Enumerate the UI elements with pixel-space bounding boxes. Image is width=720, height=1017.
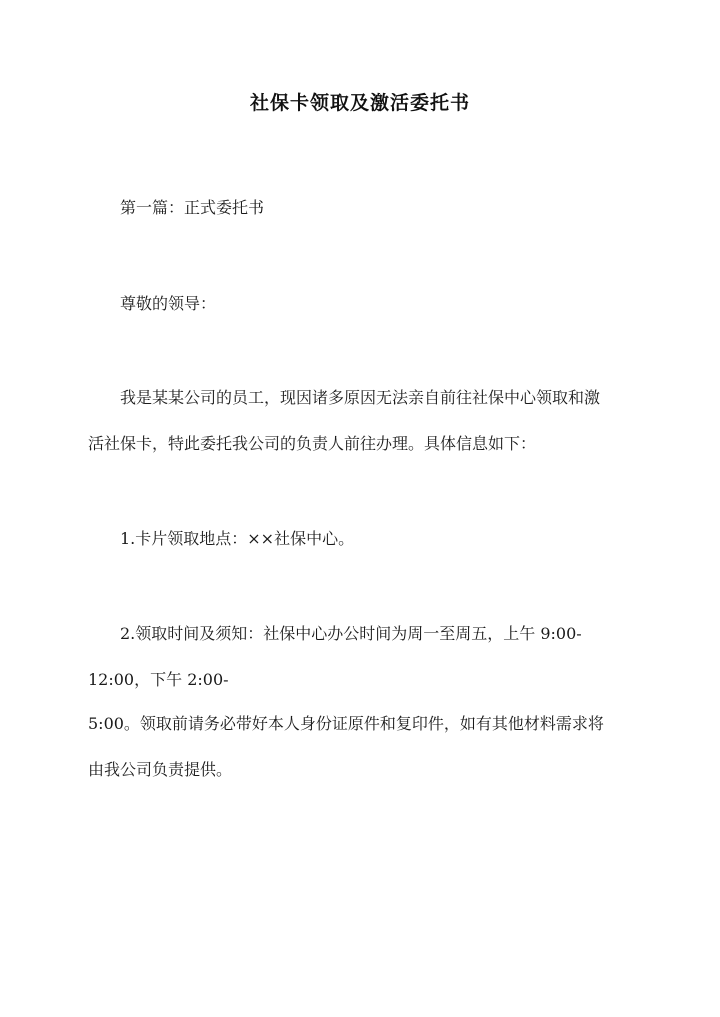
item-2-line-1: 2.领取时间及须知：社保中心办公时间为周一至周五，上午 9:00-: [120, 624, 582, 643]
item-1-location: 1.卡片领取地点：××社保中心。: [120, 529, 355, 548]
intro-line-1: 我是某某公司的员工，现因诸多原因无法亲自前往社保中心领取和激: [120, 388, 601, 407]
salutation: 尊敬的领导：: [120, 294, 217, 313]
item-2-line-4: 由我公司负责提供。: [88, 760, 233, 779]
item-2-line-2: 12:00，下午 2:00-: [88, 670, 229, 689]
intro-line-2: 活社保卡，特此委托我公司的负责人前往办理。具体信息如下：: [88, 434, 537, 453]
section-heading: 第一篇：正式委托书: [120, 198, 265, 217]
document-title: 社保卡领取及激活委托书: [249, 92, 470, 114]
item-2-line-3: 5:00。领取前请务必带好本人身份证原件和复印件，如有其他材料需求将: [88, 714, 604, 733]
